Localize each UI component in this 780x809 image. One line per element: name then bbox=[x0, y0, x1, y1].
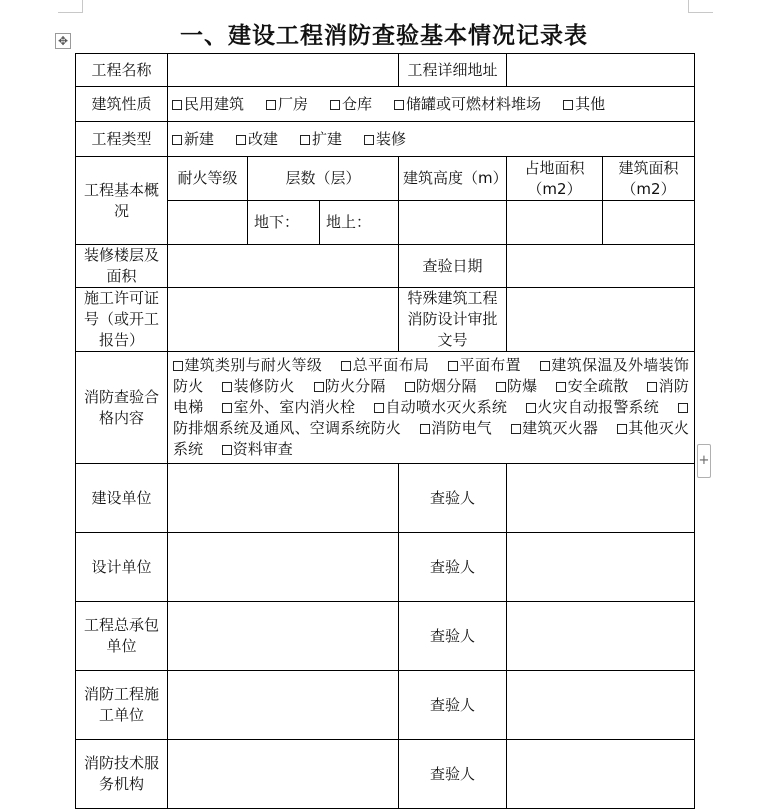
inspector-label: 查验人 bbox=[399, 740, 507, 809]
inspection-item-label: 平面布置 bbox=[459, 356, 521, 374]
qualified-content-label: 消防查验合格内容 bbox=[76, 352, 168, 464]
checkbox-icon[interactable] bbox=[330, 100, 340, 110]
special-approval-value[interactable] bbox=[507, 288, 695, 352]
unit-name: 设计单位 bbox=[76, 533, 168, 602]
permit-no-value[interactable] bbox=[168, 288, 399, 352]
checkbox-icon[interactable] bbox=[173, 361, 183, 371]
option-tank[interactable]: 储罐或可燃材料堆场 bbox=[394, 95, 541, 113]
checkbox-icon[interactable] bbox=[172, 135, 182, 145]
unit-name: 工程总承包单位 bbox=[76, 602, 168, 671]
inspection-item-label: 总平面布局 bbox=[352, 356, 430, 374]
inspection-record-table bbox=[75, 53, 695, 809]
row-building-nature bbox=[76, 87, 695, 122]
inspection-date-value[interactable] bbox=[507, 245, 695, 288]
option-other[interactable]: 其他 bbox=[563, 95, 605, 113]
inspection-item-label: 室外、室内消火栓 bbox=[233, 398, 356, 416]
permit-no-label: 施工许可证号（或开工报告） bbox=[76, 288, 168, 352]
checkbox-icon[interactable] bbox=[172, 100, 182, 110]
unit-name: 建设单位 bbox=[76, 464, 168, 533]
inspection-item[interactable] bbox=[341, 356, 429, 374]
add-column-button[interactable]: + bbox=[697, 444, 711, 478]
page-title: 一、建设工程消防查验基本情况记录表 bbox=[180, 23, 588, 49]
inspection-item-label: 防火分隔 bbox=[324, 377, 386, 395]
inspection-item[interactable] bbox=[374, 398, 507, 416]
unit-value[interactable] bbox=[168, 464, 399, 533]
page-corner-mark-left bbox=[58, 0, 83, 13]
unit-name: 消防工程施工单位 bbox=[76, 671, 168, 740]
inspection-item-label: 建筑保温及外墙装饰防火 bbox=[173, 356, 689, 395]
inspection-item[interactable] bbox=[222, 398, 355, 416]
inspection-item[interactable] bbox=[556, 377, 628, 395]
inspector-value[interactable] bbox=[507, 602, 695, 671]
inspection-item-label: 资料审查 bbox=[232, 440, 293, 458]
checkbox-icon[interactable] bbox=[540, 361, 550, 371]
inspector-label: 查验人 bbox=[399, 602, 507, 671]
inspection-item-label: 消防电气 bbox=[430, 419, 492, 437]
aboveground-field[interactable]: 地上： bbox=[320, 201, 399, 245]
page-corner-mark-right bbox=[688, 0, 713, 13]
floors-label: 层数（层） bbox=[248, 157, 399, 201]
checkbox-icon[interactable] bbox=[511, 424, 521, 434]
unit-value[interactable] bbox=[168, 602, 399, 671]
inspection-item-label: 火灾自动报警系统 bbox=[537, 398, 659, 416]
checkbox-icon[interactable] bbox=[448, 361, 458, 371]
unit-row bbox=[76, 464, 695, 533]
inspection-items bbox=[168, 352, 695, 464]
inspection-item[interactable] bbox=[222, 377, 294, 395]
inspection-item-label: 防排烟系统及通风、空调系统防火 bbox=[173, 419, 401, 437]
option-expand[interactable]: 扩建 bbox=[300, 130, 342, 148]
project-name-label: 工程名称 bbox=[76, 54, 168, 87]
checkbox-icon[interactable] bbox=[420, 424, 430, 434]
inspection-item[interactable] bbox=[511, 419, 598, 437]
checkbox-icon[interactable] bbox=[374, 403, 384, 413]
option-new[interactable]: 新建 bbox=[172, 130, 214, 148]
inspection-item-label: 防烟分隔 bbox=[415, 377, 477, 395]
inspection-item[interactable] bbox=[448, 356, 521, 374]
inspection-item-label: 安全疏散 bbox=[567, 377, 629, 395]
inspection-item[interactable] bbox=[314, 377, 386, 395]
checkbox-icon[interactable] bbox=[496, 382, 506, 392]
option-factory[interactable]: 厂房 bbox=[266, 95, 308, 113]
unit-row bbox=[76, 533, 695, 602]
unit-row bbox=[76, 602, 695, 671]
project-type-label: 工程类型 bbox=[76, 122, 168, 157]
checkbox-icon[interactable] bbox=[236, 135, 246, 145]
unit-value[interactable] bbox=[168, 740, 399, 809]
inspector-value[interactable] bbox=[507, 464, 695, 533]
checkbox-icon[interactable] bbox=[300, 135, 310, 145]
row-renovation bbox=[76, 245, 695, 288]
inspection-item[interactable] bbox=[496, 377, 538, 395]
height-label: 建筑高度（m） bbox=[399, 157, 507, 201]
row-permit bbox=[76, 288, 695, 352]
row-qualified-content bbox=[76, 352, 695, 464]
checkbox-icon[interactable] bbox=[678, 403, 688, 413]
inspection-item-label: 自动喷水灭火系统 bbox=[385, 398, 508, 416]
inspection-item-label: 消防电梯 bbox=[173, 377, 689, 416]
row-project-name bbox=[76, 54, 695, 87]
option-renovate[interactable]: 装修 bbox=[364, 130, 406, 148]
inspector-label: 查验人 bbox=[399, 671, 507, 740]
height-value[interactable] bbox=[399, 201, 507, 245]
building-area-label: 建筑面积（m2） bbox=[603, 157, 695, 201]
checkbox-icon[interactable] bbox=[405, 382, 415, 392]
checkbox-icon[interactable] bbox=[563, 100, 573, 110]
checkbox-icon[interactable] bbox=[222, 382, 232, 392]
checkbox-icon[interactable] bbox=[314, 382, 324, 392]
unit-value[interactable] bbox=[168, 533, 399, 602]
inspector-value[interactable] bbox=[507, 533, 695, 602]
checkbox-icon[interactable] bbox=[647, 382, 657, 392]
inspection-item-label: 装修防火 bbox=[233, 377, 295, 395]
inspection-date-label: 查验日期 bbox=[399, 245, 507, 288]
option-warehouse[interactable]: 仓库 bbox=[330, 95, 372, 113]
checkbox-icon[interactable] bbox=[617, 424, 627, 434]
inspection-item-label: 建筑灭火器 bbox=[521, 419, 599, 437]
project-address-value[interactable] bbox=[507, 54, 695, 87]
checkbox-icon[interactable] bbox=[222, 445, 232, 455]
inspection-item[interactable] bbox=[222, 440, 293, 458]
inspection-item-label: 建筑类别与耐火等级 bbox=[184, 356, 323, 374]
inspection-item-label: 其他灭火系统 bbox=[173, 419, 689, 458]
checkbox-icon[interactable] bbox=[364, 135, 374, 145]
land-area-label: 占地面积（m2） bbox=[507, 157, 603, 201]
inspection-item[interactable] bbox=[526, 398, 659, 416]
project-address-label: 工程详细地址 bbox=[399, 54, 507, 87]
inspection-item[interactable] bbox=[173, 356, 322, 374]
renovation-floor-label: 装修楼层及面积 bbox=[76, 245, 168, 288]
inspector-value[interactable] bbox=[507, 740, 695, 809]
inspection-item-label: 防爆 bbox=[506, 377, 538, 395]
special-approval-label: 特殊建筑工程消防设计审批文号 bbox=[399, 288, 507, 352]
inspection-item[interactable] bbox=[405, 377, 477, 395]
row-project-type bbox=[76, 122, 695, 157]
checkbox-icon[interactable] bbox=[266, 100, 276, 110]
inspector-label: 查验人 bbox=[399, 533, 507, 602]
building-nature-label: 建筑性质 bbox=[76, 87, 168, 122]
inspector-label: 查验人 bbox=[399, 464, 507, 533]
row-basic-info-header bbox=[76, 157, 695, 201]
unit-name: 消防技术服务机构 bbox=[76, 740, 168, 809]
renovation-floor-value[interactable] bbox=[168, 245, 399, 288]
inspection-item[interactable] bbox=[420, 419, 492, 437]
table-move-handle-icon[interactable]: ✥ bbox=[55, 33, 71, 49]
checkbox-icon[interactable] bbox=[222, 403, 232, 413]
option-civil[interactable]: 民用建筑 bbox=[172, 95, 244, 113]
project-type-options bbox=[168, 122, 695, 157]
checkbox-icon[interactable] bbox=[394, 100, 404, 110]
fire-rating-label: 耐火等级 bbox=[168, 157, 248, 201]
checkbox-icon[interactable] bbox=[556, 382, 566, 392]
checkbox-icon[interactable] bbox=[526, 403, 536, 413]
basic-info-label: 工程基本概况 bbox=[76, 157, 168, 245]
land-area-value[interactable] bbox=[507, 201, 603, 245]
fire-rating-value[interactable] bbox=[168, 201, 248, 245]
building-nature-options bbox=[168, 87, 695, 122]
option-rebuild[interactable]: 改建 bbox=[236, 130, 278, 148]
project-name-value[interactable] bbox=[168, 54, 399, 87]
unit-row bbox=[76, 740, 695, 809]
underground-field[interactable]: 地下： bbox=[248, 201, 320, 245]
unit-value[interactable] bbox=[168, 671, 399, 740]
building-area-value[interactable] bbox=[603, 201, 695, 245]
row-basic-info-values bbox=[76, 201, 695, 245]
checkbox-icon[interactable] bbox=[341, 361, 351, 371]
unit-row bbox=[76, 671, 695, 740]
inspector-value[interactable] bbox=[507, 671, 695, 740]
